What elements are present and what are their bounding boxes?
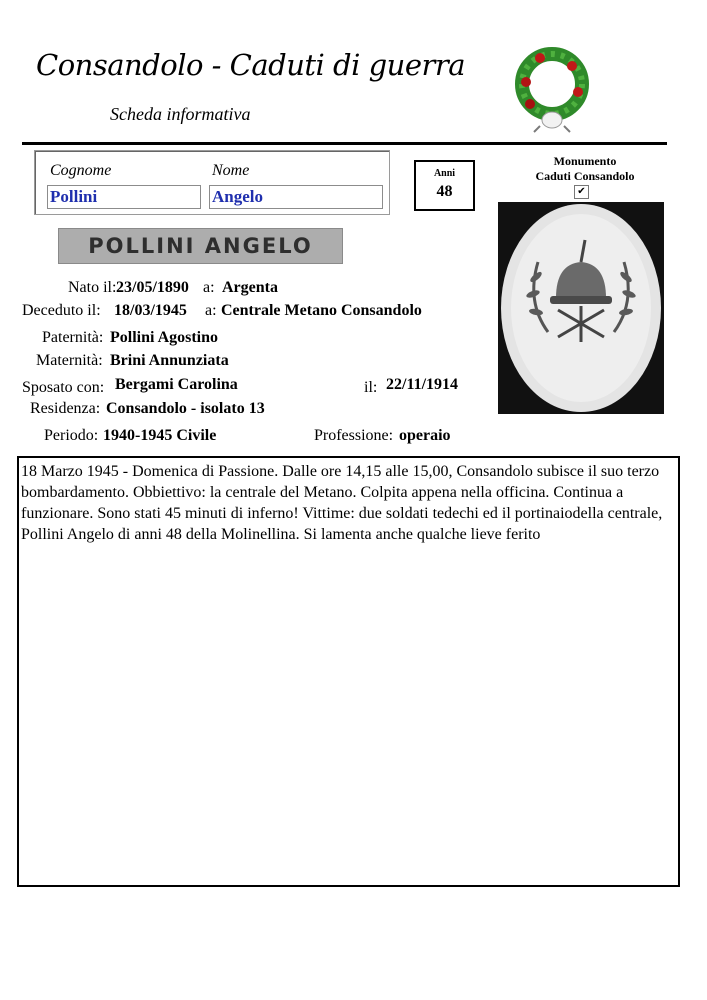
- cognome-field[interactable]: Pollini: [47, 185, 201, 209]
- anni-value: 48: [436, 183, 453, 200]
- page-subtitle: Scheda informativa: [110, 104, 251, 124]
- residenza-label: Residenza:: [30, 400, 101, 417]
- periodo-value: 1940-1945 Civile: [103, 427, 217, 444]
- wreath-emblem: [510, 42, 594, 134]
- paternita-value: Pollini Agostino: [110, 329, 219, 346]
- header-divider: [22, 142, 667, 145]
- residenza-value: Consandolo - isolato 13: [106, 400, 265, 417]
- periodo-label: Periodo:: [44, 427, 99, 444]
- professione-value: operaio: [399, 427, 451, 444]
- deceduto-label: Deceduto il:: [22, 302, 101, 319]
- nome-label: Nome: [212, 162, 250, 179]
- monumento-line2: Caduti Consandolo: [535, 169, 635, 183]
- name-plaque: POLLINI ANGELO: [58, 228, 343, 264]
- nato-date: 23/05/1890: [116, 279, 189, 296]
- anni-box: [414, 160, 475, 211]
- deceduto-place: Centrale Metano Consandolo: [221, 302, 422, 319]
- monumento-label: [520, 154, 650, 184]
- cognome-label: Cognome: [50, 162, 112, 179]
- deceduto-a-label: a:: [205, 302, 217, 319]
- paternita-label: Paternità:: [42, 329, 104, 346]
- monumento-line1: Monumento: [553, 154, 617, 168]
- monumento-checkbox[interactable]: ✔: [574, 185, 589, 199]
- deceduto-date: 18/03/1945: [114, 302, 187, 319]
- maternita-label: Maternità:: [36, 352, 103, 369]
- maternita-value: Brini Annunziata: [110, 352, 229, 369]
- medal-photo: [498, 202, 664, 414]
- sposato-date: 22/11/1914: [386, 376, 459, 393]
- anni-label: Anni: [433, 168, 456, 179]
- professione-label: Professione:: [314, 427, 394, 444]
- sposato-il-label: il:: [364, 379, 378, 396]
- page-title: Consandolo - Caduti di guerra: [36, 48, 466, 82]
- nato-place: Argenta: [222, 279, 278, 296]
- nato-label: Nato il:: [68, 279, 117, 296]
- nome-field[interactable]: Angelo: [209, 185, 383, 209]
- sposato-label: Sposato con:: [22, 379, 105, 396]
- nato-a-label: a:: [203, 279, 215, 296]
- notes-textbox[interactable]: 18 Marzo 1945 - Domenica di Passione. Dalle ore 14,15 alle 15,00, Consandolo subisce il suo terzo bombardamento. Obbiettivo: la centrale del Metano. Colpita appena nella officina. Continua a funzionare. Sono stati 45 minuti di inferno! Vittime: due soldati tedechi ed il portinaiodella centrale, Pollini Angelo di anni 48 della Molinellina. Si lamenta anche qualche lieve ferito: [17, 456, 680, 887]
- sposato-value: Bergami Carolina: [115, 376, 238, 393]
